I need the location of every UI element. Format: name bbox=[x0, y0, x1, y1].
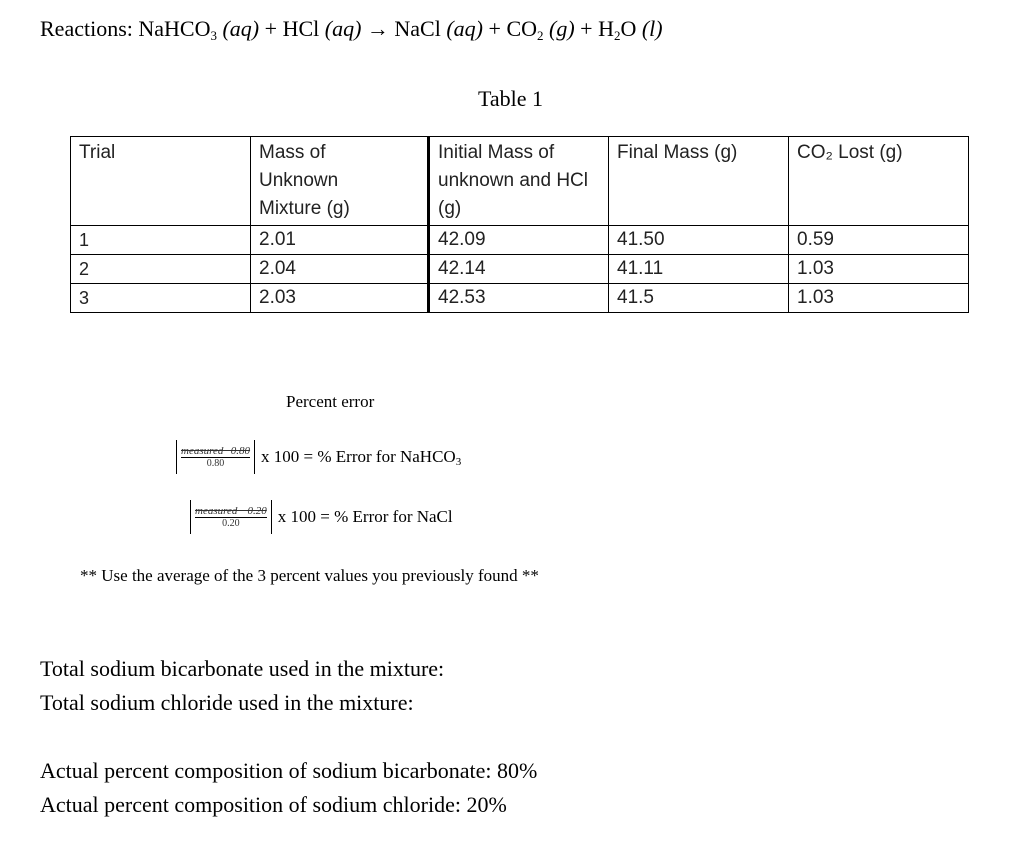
table-cell: 2.01 bbox=[251, 226, 429, 255]
header-trial bbox=[71, 137, 251, 226]
table-cell: 41.50 bbox=[609, 226, 789, 255]
subscript-2: 2 bbox=[613, 28, 621, 43]
fraction-denominator: 0.80 bbox=[206, 457, 225, 469]
header-label: CO₂ Lost (g) bbox=[797, 142, 903, 163]
table-cell: 1.03 bbox=[789, 255, 969, 284]
table-header-row bbox=[71, 137, 969, 226]
formula-rhs bbox=[255, 447, 461, 467]
header-label: Mass of Unknown Mixture (g) bbox=[259, 142, 350, 219]
total-bicarbonate: Total sodium bicarbonate used in the mixture: bbox=[40, 656, 445, 681]
reaction-label: Reactions: bbox=[40, 16, 133, 41]
state-aq: (aq) bbox=[324, 16, 362, 41]
table-cell: 42.14 bbox=[429, 255, 609, 284]
formula-nahco3 bbox=[176, 440, 461, 474]
state-l: (l) bbox=[641, 16, 663, 41]
product-nacl: NaCl bbox=[394, 16, 441, 41]
average-note: ** Use the average of the 3 percent values you previously found ** bbox=[80, 566, 539, 585]
table-title: Table 1 bbox=[478, 86, 544, 111]
formula-rhs-text: x 100 = % Error for NaHCO bbox=[261, 447, 456, 466]
actual-chloride: Actual percent composition of sodium chloride: 20% bbox=[40, 792, 507, 817]
product-h2o: H bbox=[598, 16, 614, 41]
data-table bbox=[70, 136, 969, 313]
table-cell: 41.11 bbox=[609, 255, 789, 284]
table-cell: 41.5 bbox=[609, 284, 789, 313]
state-aq: (aq) bbox=[222, 16, 260, 41]
header-label: Initial Mass of unknown and HCl (g) bbox=[438, 142, 588, 219]
fraction bbox=[191, 505, 271, 530]
table-row bbox=[71, 255, 969, 284]
reaction-equation bbox=[40, 16, 663, 42]
table-row bbox=[71, 284, 969, 313]
formula-nacl bbox=[190, 500, 453, 534]
fraction-denominator: 0.20 bbox=[222, 517, 240, 529]
actual-bicarbonate: Actual percent composition of sodium bicarbonate: 80% bbox=[40, 758, 538, 783]
percent-error-label: Percent error bbox=[286, 392, 375, 411]
header-final-mass bbox=[609, 137, 789, 226]
table-cell: 3 bbox=[71, 284, 251, 313]
fraction-numerator: measured−0.80 bbox=[181, 444, 251, 457]
table-row bbox=[71, 226, 969, 255]
table-cell: 1 bbox=[71, 226, 251, 255]
product-h2o-o: O bbox=[620, 16, 637, 41]
reactant-nahco3: NaHCO bbox=[138, 16, 211, 41]
header-co2-lost bbox=[789, 137, 969, 226]
plus-sign: + bbox=[488, 16, 501, 41]
table-cell: 0.59 bbox=[789, 226, 969, 255]
header-mass-unknown bbox=[251, 137, 429, 226]
state-aq: (aq) bbox=[446, 16, 484, 41]
reactant-hcl: HCl bbox=[282, 16, 320, 41]
state-g: (g) bbox=[549, 16, 575, 41]
fraction bbox=[177, 445, 254, 470]
reaction-arrow: → bbox=[366, 16, 389, 41]
header-initial-mass bbox=[429, 137, 609, 226]
table-cell: 42.53 bbox=[429, 284, 609, 313]
subscript-3: 3 bbox=[210, 28, 217, 43]
table-cell: 2 bbox=[71, 255, 251, 284]
subscript-3: 3 bbox=[455, 456, 462, 468]
formula-rhs: x 100 = % Error for NaCl bbox=[277, 507, 453, 526]
table-cell: 2.03 bbox=[251, 284, 429, 313]
product-co2: CO bbox=[506, 16, 537, 41]
table-cell: 2.04 bbox=[251, 255, 429, 284]
fraction-numerator: measured− 0.20 bbox=[195, 504, 267, 517]
header-label: Final Mass (g) bbox=[617, 142, 738, 163]
plus-sign: + bbox=[580, 16, 593, 41]
subscript-2: 2 bbox=[537, 28, 544, 43]
table-cell: 1.03 bbox=[789, 284, 969, 313]
table-cell: 42.09 bbox=[429, 226, 609, 255]
plus-sign: + bbox=[264, 16, 278, 41]
total-chloride: Total sodium chloride used in the mixture: bbox=[40, 690, 414, 715]
header-label: Trial bbox=[79, 142, 116, 163]
